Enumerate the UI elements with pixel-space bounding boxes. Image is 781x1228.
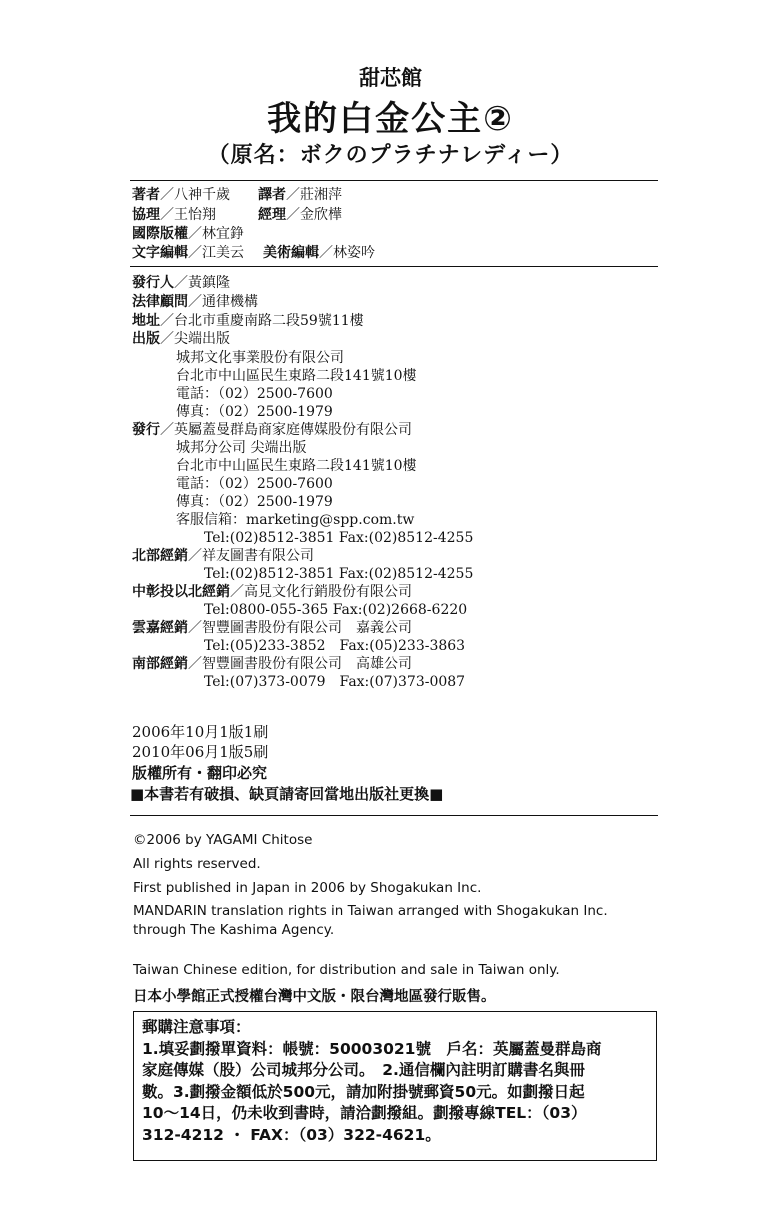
distributor-contact: Tel:0800-055-365 Fax:(02)2668-6220: [204, 602, 468, 618]
dist-branch: 城邦分公司 尖端出版: [176, 440, 307, 456]
credit-value: 八神千歲: [174, 187, 230, 203]
credit-value: 林姿吟: [333, 245, 375, 261]
translation-line: MANDARIN translation rights in Taiwan arranged with Shogakukan Inc.: [133, 903, 608, 919]
distributor-row: 北部經銷／祥友圖書有限公司: [132, 548, 314, 564]
credit-value: 金欣樺: [300, 207, 342, 223]
divider-bottom: [130, 815, 658, 816]
dist-tel: Tel:(02)8512-3851 Fax:(02)8512-4255: [204, 530, 474, 546]
credit-label: 譯者: [258, 187, 286, 203]
press-value: 尖端出版: [174, 331, 230, 347]
legal-label: 法律顧問: [132, 294, 188, 310]
notice-line: 家庭傳媒（股）公司城邦分公司。 2.通信欄內註明訂購書名與冊: [142, 1061, 585, 1079]
dist-email: 客服信箱：marketing@spp.com.tw: [176, 512, 415, 528]
rights-line: All rights reserved.: [133, 856, 261, 872]
credit-row: 譯者／莊湘萍: [258, 187, 342, 203]
distributor-row: 中彰投以北經銷／高見文化行銷股份有限公司: [132, 584, 412, 600]
credit-label: 著者: [132, 187, 160, 203]
distributor-name: 祥友圖書有限公司: [202, 548, 314, 564]
copyright-line: ©2006 by YAGAMI Chitose: [133, 832, 313, 848]
notice-line: 數。3.劃撥金額低於500元，請加附掛號郵資50元。如劃撥日起: [142, 1082, 585, 1101]
credit-row: 國際版權／林宜錚: [132, 226, 244, 242]
distributor-name: 高見文化行銷股份有限公司: [244, 584, 412, 600]
distributor-row: 雲嘉經銷／智豐圖書股份有限公司 嘉義公司: [132, 620, 412, 636]
credit-row: 經理／金欣樺: [258, 207, 342, 223]
address-label: 地址: [132, 313, 160, 329]
series-name: 甜芯館: [359, 66, 422, 90]
credit-label: 協理: [132, 207, 160, 223]
notice-line: 10～14日，仍未收到書時，請洽劃撥組。劃撥專線TEL：（03）: [142, 1104, 587, 1122]
press-row: 出版／尖端出版: [132, 331, 230, 347]
agency-line: through The Kashima Agency.: [133, 922, 335, 938]
distributor-label: 南部經銷: [132, 656, 188, 672]
distributor-contact: Tel:(02)8512-3851 Fax:(02)8512-4255: [204, 566, 474, 582]
dist-phone: 電話：（02）2500-7600: [176, 476, 333, 492]
notice-line: 312-4212 ・ FAX：（03）322-4621。: [142, 1125, 441, 1144]
legal-value: 通律機構: [202, 294, 258, 310]
notice-line: 1.填妥劃撥單資料：帳號：50003021號 戶名：英屬蓋曼群島商: [142, 1039, 602, 1058]
publisher-label: 發行人: [132, 275, 174, 291]
authorization-line: 日本小學館正式授權台灣中文版・限台灣地區發行販售。: [133, 989, 496, 1005]
credit-label: 美術編輯: [263, 245, 319, 261]
distributor-name: 智豐圖書股份有限公司 高雄公司: [202, 656, 412, 672]
credit-label: 國際版權: [132, 226, 188, 242]
press-fax: 傳真：（02）2500-1979: [176, 404, 333, 420]
credit-row: 著者／八神千歲: [132, 187, 230, 203]
edition-current: 2010年06月1版5刷: [132, 743, 269, 761]
press-address: 台北市中山區民生東路二段141號10樓: [176, 368, 417, 384]
published-line: First published in Japan in 2006 by Shogakukan Inc.: [133, 880, 482, 896]
credit-label: 文字編輯: [132, 245, 188, 261]
dist-address: 台北市中山區民生東路二段141號10樓: [176, 458, 417, 474]
credit-value: 江美云: [202, 245, 244, 261]
edition-scope-line: Taiwan Chinese edition, for distribution and sale in Taiwan only.: [133, 962, 560, 978]
defect-notice: ■本書若有破損、缺頁請寄回當地出版社更換■: [130, 785, 444, 803]
credit-label: 經理: [258, 207, 286, 223]
address-row: 地址／台北市重慶南路二段59號11樓: [132, 313, 364, 329]
address-value: 台北市重慶南路二段59號11樓: [174, 313, 364, 329]
credit-row: 協理／王怡翔: [132, 207, 216, 223]
distributor-label: 中彰投以北經銷: [132, 584, 230, 600]
credit-value: 林宜錚: [202, 226, 244, 242]
credit-value: 莊湘萍: [300, 187, 342, 203]
press-label: 出版: [132, 331, 160, 347]
original-title: （原名：ボクのプラチナレディー）: [207, 143, 574, 168]
publisher-row: 發行人／黃鎮隆: [132, 275, 230, 291]
dist-row: 發行／英屬蓋曼群島商家庭傳媒股份有限公司: [132, 422, 412, 438]
publisher-value: 黃鎮隆: [188, 275, 230, 291]
notice-title: 郵購注意事項：: [142, 1018, 251, 1036]
credit-value: 王怡翔: [174, 207, 216, 223]
legal-row: 法律顧問／通律機構: [132, 294, 258, 310]
distributor-contact: Tel:(05)233-3852 Fax:(05)233-3863: [204, 638, 466, 654]
press-company: 城邦文化事業股份有限公司: [176, 350, 344, 366]
book-title: 我的白金公主②: [267, 99, 514, 139]
distributor-label: 北部經銷: [132, 548, 188, 564]
divider-top: [130, 180, 658, 181]
edition-first: 2006年10月1版1刷: [132, 723, 269, 741]
dist-fax: 傳真：（02）2500-1979: [176, 494, 333, 510]
copyright-notice: 版權所有・翻印必究: [132, 764, 268, 782]
distributor-contact: Tel:(07)373-0079 Fax:(07)373-0087: [204, 674, 466, 690]
dist-value: 英屬蓋曼群島商家庭傳媒股份有限公司: [174, 422, 412, 438]
divider-middle: [130, 266, 658, 267]
credit-row: 文字編輯／江美云: [132, 245, 244, 261]
distributor-row: 南部經銷／智豐圖書股份有限公司 高雄公司: [132, 656, 412, 672]
press-phone: 電話：（02）2500-7600: [176, 386, 333, 402]
distributor-label: 雲嘉經銷: [132, 620, 188, 636]
dist-label: 發行: [132, 422, 160, 438]
credit-row: 美術編輯／林姿吟: [263, 245, 375, 261]
mail-order-notice: [133, 1011, 657, 1161]
distributor-name: 智豐圖書股份有限公司 嘉義公司: [202, 620, 412, 636]
